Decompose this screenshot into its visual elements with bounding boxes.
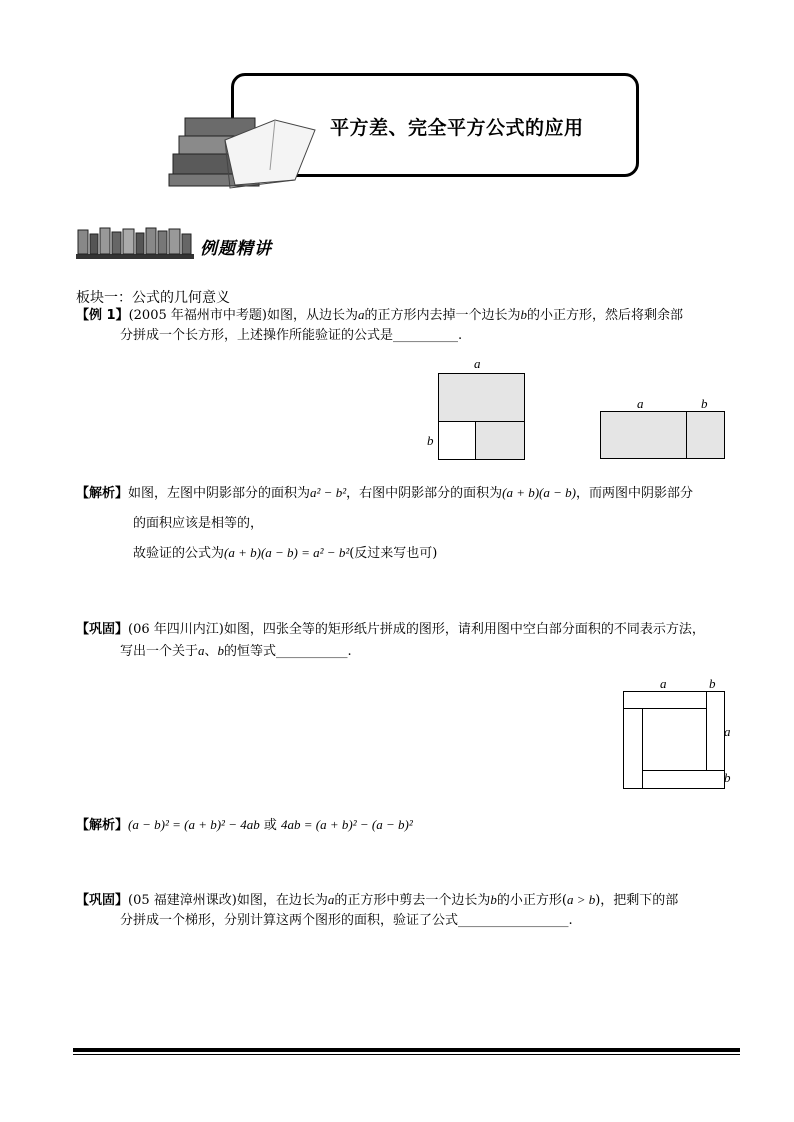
bookshelf-banner-icon (76, 226, 196, 260)
example-3-line2: 分拼成一个梯形，分别计算这两个图形的面积，验证了公式_________________. (120, 913, 573, 928)
page-title: 平方差、完全平方公式的应用 (330, 117, 584, 139)
fig1-rectangle-divider (686, 411, 687, 459)
books-illustration (165, 100, 335, 195)
footer-rule-thin (73, 1054, 740, 1055)
fig1-shaded-strip (475, 421, 525, 460)
example-1: 【例 1】(2005 年福州市中考题)如图，从边长为a的正方形内去掉一个边长为b的小正方形，然后将剩余部 (76, 307, 683, 323)
solution-2: 【解析】(a − b)² = (a + b)² − 4ab 或 4ab = (a + b)² − (a − b)² (76, 817, 413, 833)
fig1-right-label-a: a (637, 396, 644, 411)
fig1-right-label-b: b (701, 396, 708, 411)
fig1-rectangle (600, 411, 725, 459)
fig1-label-b: b (427, 433, 434, 448)
solution-1-line3: 故验证的公式为(a + b)(a − b) = a² − b²(反过来写也可) (133, 545, 438, 561)
fig1-cut-square (438, 421, 476, 460)
fig2-label-b-top: b (709, 676, 716, 691)
fig2-label-b-right: b (724, 770, 731, 785)
example-1-line2: 分拼成一个长方形，上述操作所能验证的公式是__________. (120, 328, 463, 343)
section-banner: 例题精讲 (200, 239, 272, 259)
example-3: 【巩固】(05 福建漳州课改)如图，在边长为a的正方形中剪去一个边长为b的小正方形(a > b)，把剩下的部 (76, 892, 679, 908)
solution-1-line2: 的面积应该是相等的， (133, 516, 264, 531)
footer-rule-thick (73, 1048, 740, 1052)
example-tag: 【例 1】 (76, 308, 129, 323)
fig2-rect-right (706, 691, 725, 771)
fig2-label-a-top: a (660, 676, 667, 691)
fig2-rect-top (623, 691, 707, 709)
fig2-rect-left (623, 708, 643, 789)
example-2: 【巩固】(06 年四川内江)如图，四张全等的矩形纸片拼成的图形，请利用图中空白部分面积的不同表示方法， (76, 622, 705, 637)
fig2-label-a-right: a (724, 724, 731, 739)
fig2-rect-bottom (642, 770, 725, 789)
fig1-label-a: a (474, 356, 481, 371)
block-heading: 板块一：公式的几何意义 (76, 290, 230, 306)
example-2-line2: 写出一个关于a、b的恒等式___________. (120, 643, 352, 659)
solution-1: 【解析】如图，左图中阴影部分的面积为a² − b²，右图中阴影部分的面积为(a + b)(a − b)，而两图中阴影部分 (76, 485, 694, 501)
